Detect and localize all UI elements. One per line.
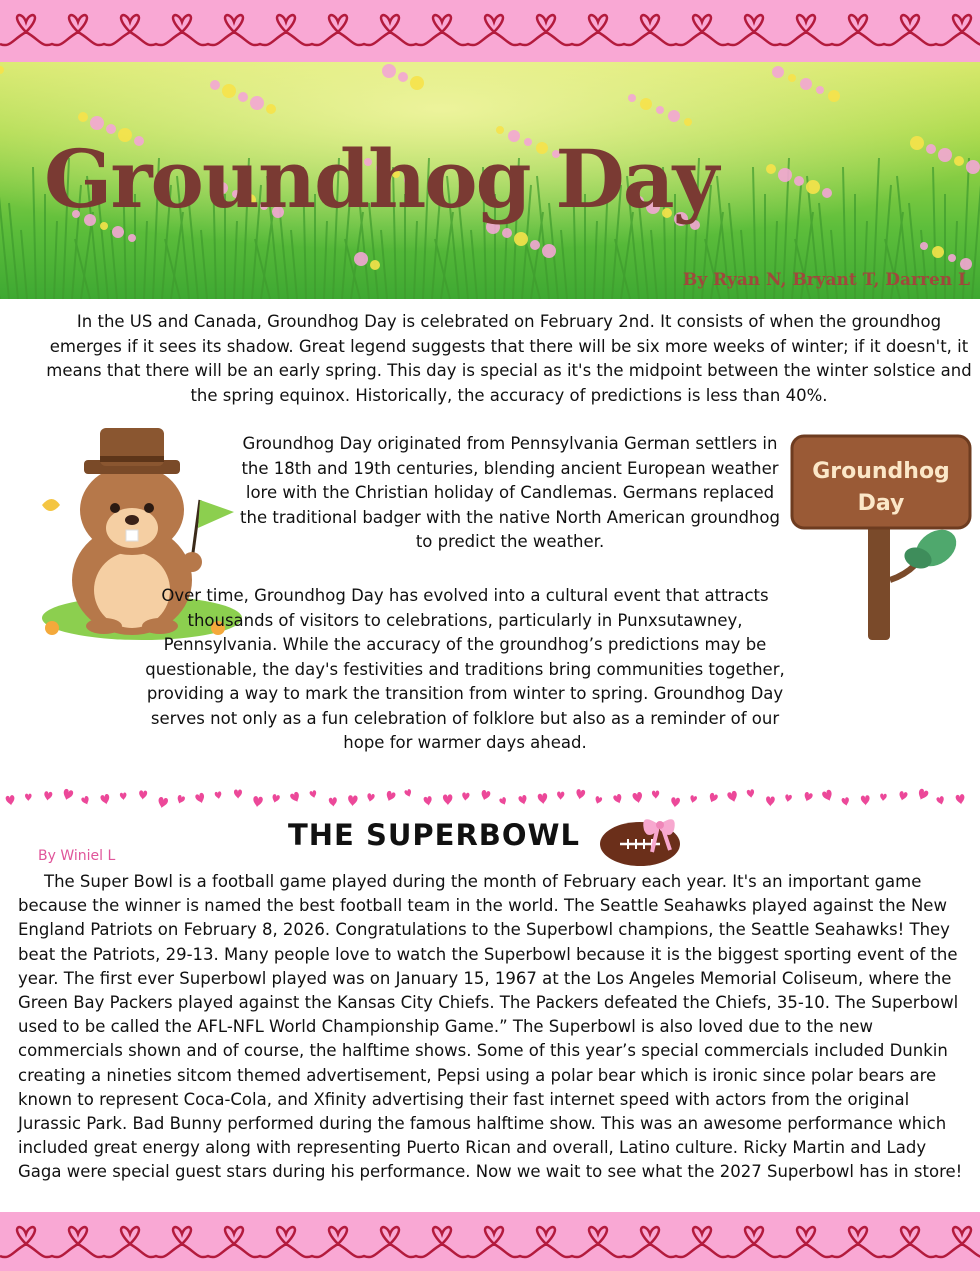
- bottom-heart-border: [0, 1212, 980, 1271]
- pink-hearts-divider: [0, 780, 980, 810]
- article-byline: By Ryan N, Bryant T, Darren L: [682, 270, 970, 290]
- superbowl-byline: By Winiel L: [38, 848, 116, 864]
- groundhog-paragraph-2: Groundhog Day originated from Pennsylvania German settlers in the 18th and 19th centuries, blending ancient European weather lore with the Christian holiday of Candlemas. Germans replaced the traditional badger with the native North American groundhog to predict the weather.: [240, 434, 780, 551]
- sign-text-line1: Groundhog: [812, 459, 950, 484]
- page-title: Groundhog Day: [44, 132, 718, 226]
- heart-garland-bottom: [0, 1212, 980, 1271]
- superbowl-paragraph: The Super Bowl is a football game played during the month of February each year. It's an important game because the winner is named the best football team in the world. The Seattle Seahawks played against the New England Patriots on February 8, 2026. Congratulations to the Superbowl champions, the Seattle Seahawks! They beat the Patriots, 29-13. Many people love to watch the Superbowl because it is the biggest sporting event of the year. The first ever Superbowl played was on January 15, 1967 at the Los Angeles Memorial Coliseum, where the Green Bay Packers played against the Kansas City Chiefs. The Packers defeated the Chiefs, 35-10. The Superbowl used to be called the AFL-NFL World Championship Game.” The Superbowl is also loved due to the new commercials shown and of course, the halftime shows. Some of this year’s special commercials included Dunkin creating a nineties sitcom themed advertisement, Pepsi using a polar bear which is ironic since polar bears are known to represent Coca-Cola, and Xfinity advertising their fast internet speed with actors from the original Jurassic Park. Bad Bunny performed during the famous halftime show. This was an awesome performance which included great energy along with representing Puerto Rican and overall, Latino culture. Ricky Martin and Lady Gaga were special guest stars during his performance. Now we wait to see what the 2027 Superbowl has in store!: [18, 872, 963, 1182]
- groundhog-day-sign-illustration: [786, 430, 976, 645]
- groundhog-paragraph-1: In the US and Canada, Groundhog Day is celebrated on February 2nd. It consists of when the groundhog emerges if it sees its shadow. Great legend suggests that there will be six more weeks of winter; if it doesn't, it means that there will be an early spring. This day is special as it's the midpoint between the winter solstice and the spring equinox. Historically, the accuracy of predictions is less than 40%.: [46, 312, 972, 405]
- hero-banner: [0, 62, 980, 299]
- heart-garland-top: [0, 0, 980, 62]
- groundhog-paragraph-3: Over time, Groundhog Day has evolved into a cultural event that attracts thousands of visitors to celebrations, particularly in Punxsutawney, Pennsylvania. While the accuracy of the groundhog’s predictions may be questionable, the day's festivities and traditions bring communities together, providing a way to mark the transition from winter to spring. Groundhog Day serves not only as a fun celebration of folklore but also as a reminder of our hope for warmer days ahead.: [145, 586, 785, 752]
- sign-text-line2: Day: [857, 491, 905, 516]
- superbowl-title: THE SUPERBOWL: [288, 818, 581, 852]
- top-heart-border: [0, 0, 980, 62]
- football-with-bow-icon: [598, 808, 702, 870]
